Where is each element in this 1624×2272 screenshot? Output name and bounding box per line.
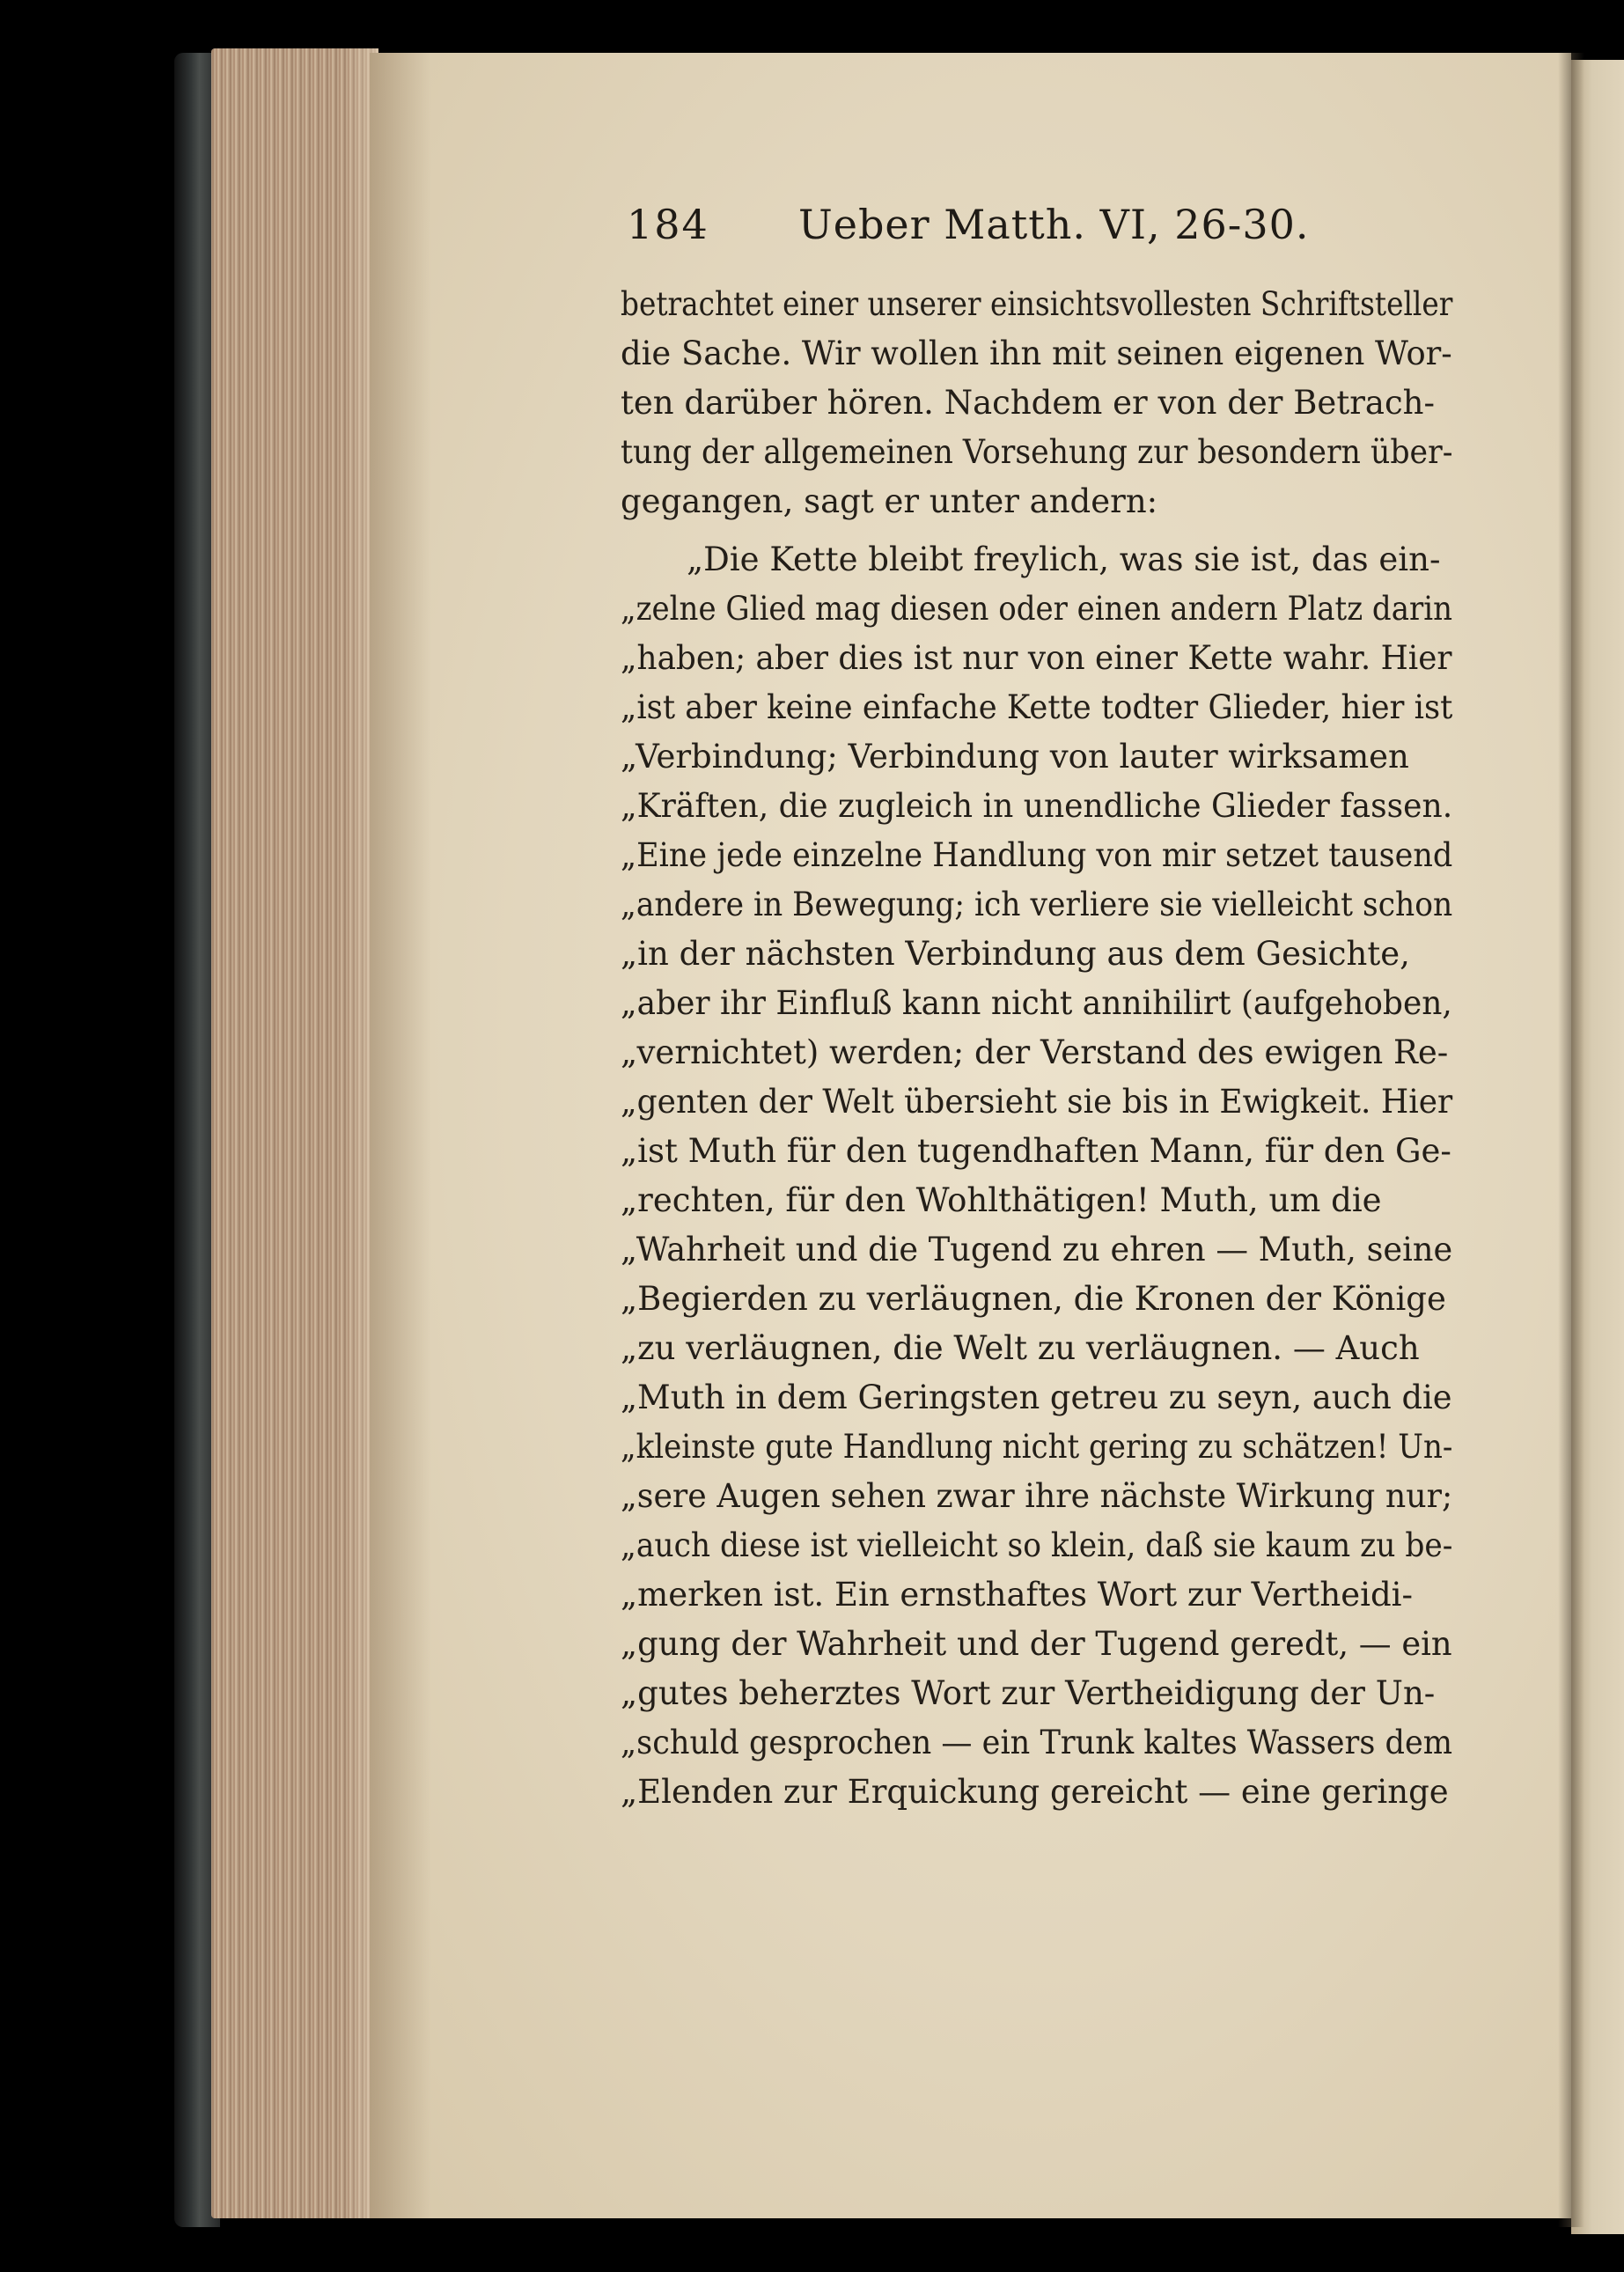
text-line: „Verbindung; Verbindung von lauter wirksamen [621, 738, 1409, 776]
text-line: tung der allgemeinen Vorsehung zur besondern über- [621, 433, 1453, 471]
text-line: gegangen, sagt er unter andern: [621, 482, 1158, 520]
text-line: „Muth in dem Geringsten getreu zu seyn, auch die [621, 1379, 1452, 1416]
text-line: „merken ist. Ein ernsthaftes Wort zur Vertheidi- [621, 1576, 1413, 1614]
text-line: „in der nächsten Verbindung aus dem Gesichte, [621, 935, 1410, 973]
text-line: „rechten, für den Wohlthätigen! Muth, um die [621, 1181, 1382, 1219]
text-line: „gutes beherztes Wort zur Vertheidigung der Un- [621, 1674, 1436, 1712]
text-line: „vernichtet) werden; der Verstand des ewigen Re- [621, 1033, 1449, 1071]
page-edges [211, 48, 378, 2218]
page-header [627, 201, 1310, 262]
text-line: „Die Kette bleibt freylich, was sie ist, das ein- [687, 540, 1441, 578]
text-line: „Eine jede einzelne Handlung von mir setzet tausend [621, 836, 1453, 874]
text-line: „ist Muth für den tugendhaften Mann, für den Ge- [621, 1132, 1451, 1170]
text-line: „ist aber keine einfache Kette todter Glieder, hier ist [621, 688, 1453, 726]
text-line: „Kräften, die zugleich in unendliche Glieder fassen. [621, 787, 1453, 825]
text-line: „andere in Bewegung; ich verliere sie vielleicht schon [621, 886, 1453, 923]
text-line: „Begierden zu verläugnen, die Kronen der Könige [621, 1280, 1446, 1318]
text-line: „zu verläugnen, die Welt zu verläugnen. — Auch [621, 1329, 1420, 1367]
text-line: „Elenden zur Erquickung gereicht — eine geringe [621, 1773, 1449, 1811]
text-line: die Sache. Wir wollen ihn mit seinen eigenen Wor- [621, 335, 1452, 372]
text-line: ten darüber hören. Nachdem er von der Betrach- [621, 384, 1435, 422]
text-line: „gung der Wahrheit und der Tugend geredt, — ein [621, 1625, 1452, 1663]
text-line: „sere Augen sehen zwar ihre nächste Wirkung nur; [621, 1477, 1453, 1515]
text-line: „aber ihr Einfluß kann nicht annihilirt (aufgehoben, [621, 984, 1452, 1022]
text-line: „auch diese ist vielleicht so klein, daß sie kaum zu be- [621, 1526, 1453, 1564]
running-title: Ueber Matth. VI, 26-30. [798, 201, 1310, 248]
text-line: „Wahrheit und die Tugend zu ehren — Muth, seine [621, 1231, 1453, 1268]
text-line: „haben; aber dies ist nur von einer Kette wahr. Hier [621, 639, 1452, 677]
gutter-shadow [1558, 53, 1584, 2227]
text-line: „genten der Welt übersieht sie bis in Ewigkeit. Hier [621, 1083, 1453, 1121]
text-line: betrachtet einer unserer einsichtsvollesten Schriftsteller [621, 285, 1453, 323]
text-line: „kleinste gute Handlung nicht gering zu schätzen! Un- [621, 1428, 1453, 1466]
page-number: 184 [627, 201, 709, 248]
text-line: „zelne Glied mag diesen oder einen andern Platz darin [621, 590, 1453, 628]
text-line: „schuld gesprochen — ein Trunk kaltes Wassers dem [621, 1724, 1453, 1761]
